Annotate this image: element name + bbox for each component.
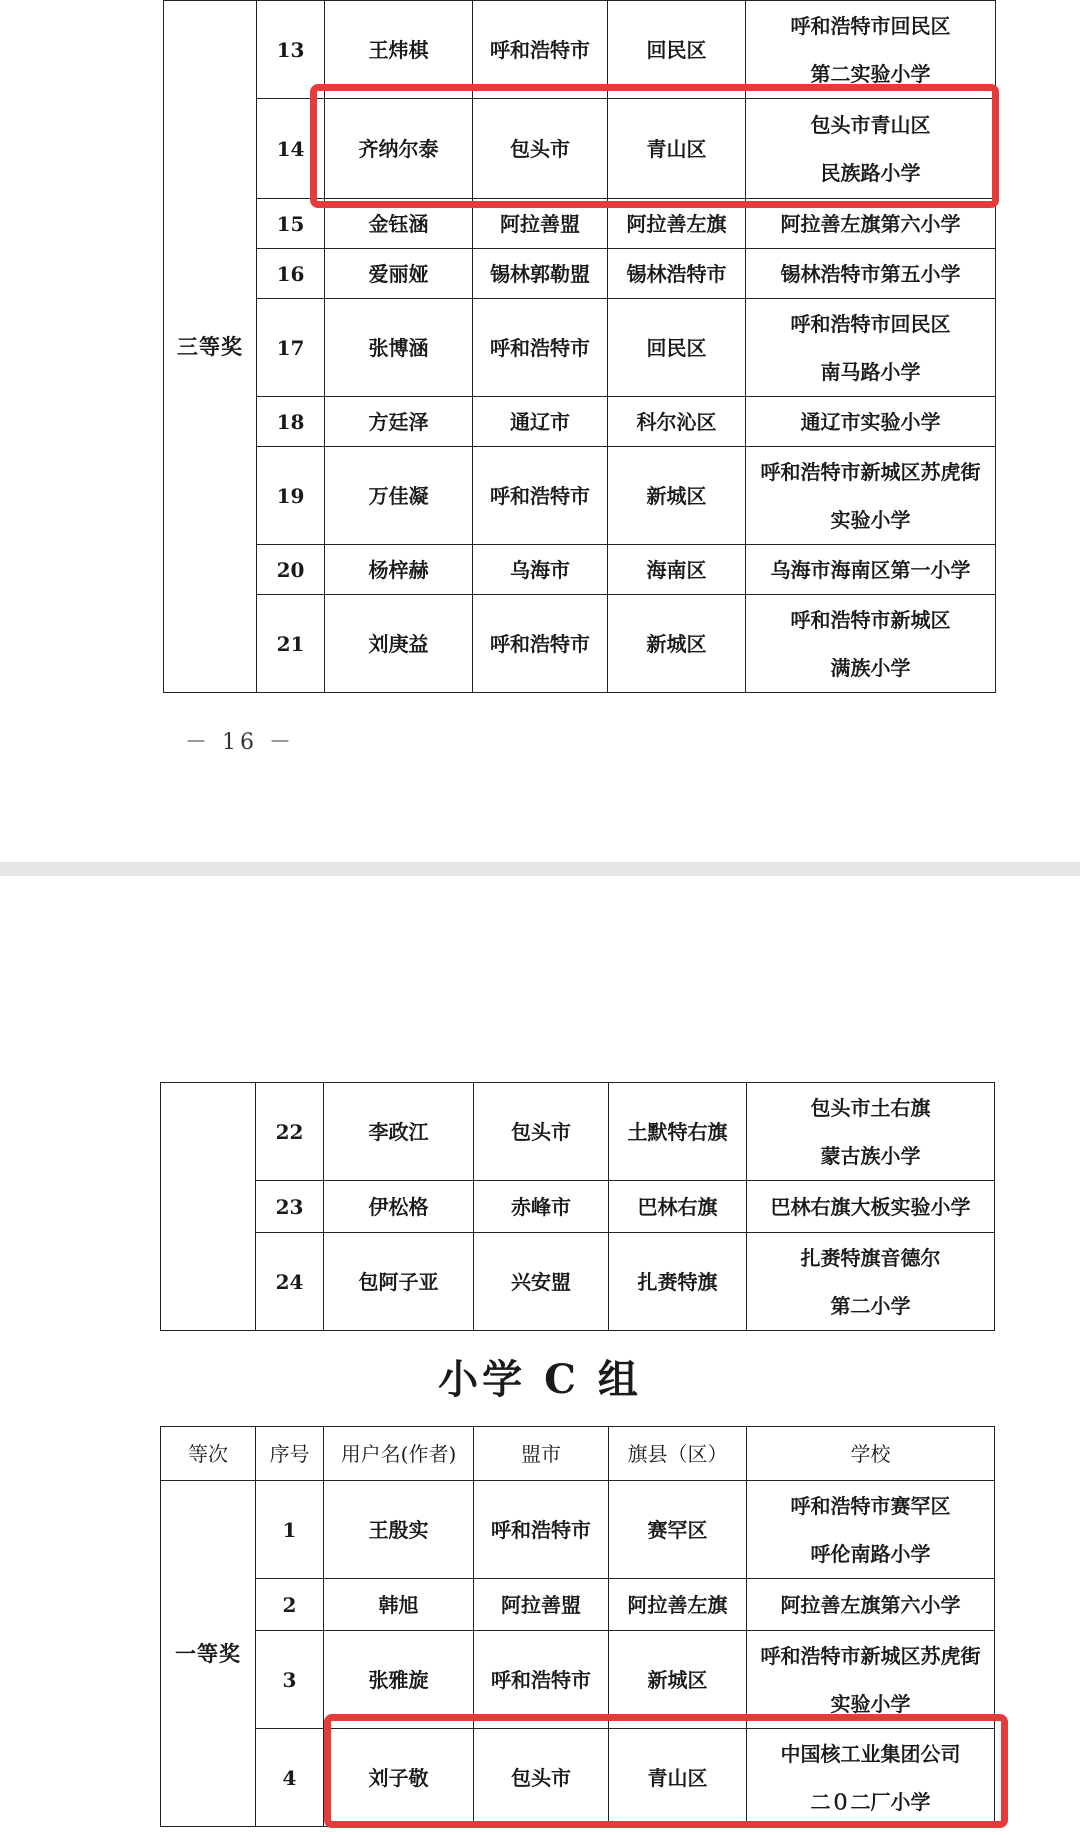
table-row	[161, 1181, 995, 1233]
page-number: － 16 －	[185, 730, 295, 755]
grade-cell	[161, 1083, 256, 1331]
author-name: 刘子敬	[324, 1729, 474, 1827]
row-number: 3	[256, 1631, 324, 1729]
school-cell	[747, 1181, 995, 1233]
header-no: 序号	[256, 1427, 324, 1481]
county-district: 巴林右旗	[609, 1181, 747, 1233]
section-title: 小学 C 组	[438, 1356, 642, 1403]
author-name: 齐纳尔泰	[325, 99, 473, 199]
row-number: 16	[257, 249, 325, 299]
school-line: 呼和浩特市新城区苏虎街	[760, 1643, 981, 1668]
school-line: 呼和浩特市回民区	[790, 13, 951, 38]
county-district: 回民区	[608, 299, 746, 397]
school-line: 通辽市实验小学	[800, 409, 941, 434]
table-row	[161, 1083, 995, 1181]
grade-cell: 三等奖	[164, 1, 257, 693]
school-line: 扎赉特旗音德尔	[800, 1245, 941, 1270]
school-cell	[746, 595, 996, 693]
school-cell	[746, 249, 996, 299]
author-name: 方廷泽	[325, 397, 473, 447]
league-city: 阿拉善盟	[474, 1579, 609, 1631]
row-number: 14	[257, 99, 325, 199]
league-city: 包头市	[474, 1729, 609, 1827]
school-line: 满族小学	[830, 655, 911, 680]
row-number: 15	[257, 199, 325, 249]
school-line: 巴林右旗大板实验小学	[770, 1194, 971, 1219]
row-number: 2	[256, 1579, 324, 1631]
league-city: 呼和浩特市	[473, 447, 608, 545]
author-name: 刘庚益	[325, 595, 473, 693]
school-line: 实验小学	[830, 1691, 911, 1716]
county-district: 新城区	[608, 595, 746, 693]
table-row	[164, 545, 996, 595]
school-line: 乌海市海南区第一小学	[770, 557, 971, 582]
row-number: 19	[257, 447, 325, 545]
school-line: 阿拉善左旗第六小学	[780, 1592, 961, 1617]
row-number: 24	[256, 1233, 324, 1331]
school-line: 呼和浩特市新城区	[790, 607, 951, 632]
county-district: 回民区	[608, 1, 746, 99]
row-number: 4	[256, 1729, 324, 1827]
row-number: 17	[257, 299, 325, 397]
page-separator	[0, 862, 1080, 876]
school-cell	[746, 447, 996, 545]
grade-cell: 一等奖	[161, 1481, 256, 1827]
school-line: 二０二厂小学	[810, 1789, 931, 1814]
county-district: 科尔沁区	[608, 397, 746, 447]
author-name: 王炜棋	[325, 1, 473, 99]
school-line: 呼和浩特市回民区	[790, 311, 951, 336]
league-city: 乌海市	[473, 545, 608, 595]
school-line: 呼伦南路小学	[810, 1541, 931, 1566]
school-line: 呼和浩特市新城区苏虎街	[760, 459, 981, 484]
table-row	[164, 397, 996, 447]
county-district: 青山区	[609, 1729, 747, 1827]
school-cell	[746, 397, 996, 447]
header-district: 旗县（区）	[609, 1427, 747, 1481]
league-city: 呼和浩特市	[473, 1, 608, 99]
row-number: 18	[257, 397, 325, 447]
row-number: 20	[257, 545, 325, 595]
author-name: 韩旭	[324, 1579, 474, 1631]
league-city: 呼和浩特市	[473, 595, 608, 693]
league-city: 呼和浩特市	[474, 1481, 609, 1579]
county-district: 青山区	[608, 99, 746, 199]
author-name: 杨梓赫	[325, 545, 473, 595]
county-district: 新城区	[608, 447, 746, 545]
school-cell	[746, 545, 996, 595]
header-school: 学校	[747, 1427, 995, 1481]
header-grade: 等次	[161, 1427, 256, 1481]
author-name: 李政江	[324, 1083, 474, 1181]
school-line: 中国核工业集团公司	[780, 1741, 961, 1766]
county-district: 新城区	[609, 1631, 747, 1729]
league-city: 包头市	[474, 1083, 609, 1181]
row-number: 1	[256, 1481, 324, 1579]
header-user: 用户名(作者)	[324, 1427, 474, 1481]
league-city: 赤峰市	[474, 1181, 609, 1233]
table-row	[164, 595, 996, 693]
school-cell	[746, 299, 996, 397]
school-cell	[747, 1233, 995, 1331]
league-city: 阿拉善盟	[473, 199, 608, 249]
author-name: 万佳凝	[325, 447, 473, 545]
author-name: 包阿子亚	[324, 1233, 474, 1331]
school-line: 实验小学	[830, 507, 911, 532]
table-row	[161, 1233, 995, 1331]
league-city: 兴安盟	[474, 1233, 609, 1331]
school-line: 第二小学	[830, 1293, 911, 1318]
school-cell	[747, 1481, 995, 1579]
school-line: 呼和浩特市赛罕区	[790, 1493, 951, 1518]
league-city: 通辽市	[473, 397, 608, 447]
school-line: 民族路小学	[820, 160, 921, 185]
county-district: 阿拉善左旗	[608, 199, 746, 249]
league-city: 包头市	[473, 99, 608, 199]
table-row	[161, 1579, 995, 1631]
school-line: 第二实验小学	[810, 61, 931, 86]
school-cell	[747, 1083, 995, 1181]
highlight-box-row-4	[324, 1714, 1008, 1828]
author-name: 王殷实	[324, 1481, 474, 1579]
table-row	[164, 249, 996, 299]
county-district: 赛罕区	[609, 1481, 747, 1579]
author-name: 张雅旋	[324, 1631, 474, 1729]
county-district: 阿拉善左旗	[609, 1579, 747, 1631]
school-line: 包头市土右旗	[810, 1095, 931, 1120]
row-number: 21	[257, 595, 325, 693]
school-line: 南马路小学	[820, 359, 921, 384]
school-line: 锡林浩特市第五小学	[780, 261, 961, 286]
author-name: 金钰涵	[325, 199, 473, 249]
header-city: 盟市	[474, 1427, 609, 1481]
table-row	[164, 299, 996, 397]
school-line: 阿拉善左旗第六小学	[780, 211, 961, 236]
author-name: 爱丽娅	[325, 249, 473, 299]
table-header-row	[161, 1427, 995, 1481]
award-table-continued	[160, 1082, 995, 1331]
school-line: 蒙古族小学	[820, 1143, 921, 1168]
county-district: 土默特右旗	[609, 1083, 747, 1181]
school-line: 包头市青山区	[810, 112, 931, 137]
table-row	[161, 1481, 995, 1579]
county-district: 锡林浩特市	[608, 249, 746, 299]
county-district: 扎赉特旗	[609, 1233, 747, 1331]
county-district: 海南区	[608, 545, 746, 595]
row-number: 13	[257, 1, 325, 99]
league-city: 锡林郭勒盟	[473, 249, 608, 299]
highlight-box-row-14	[310, 84, 999, 208]
league-city: 呼和浩特市	[473, 299, 608, 397]
author-name: 张博涵	[325, 299, 473, 397]
row-number: 22	[256, 1083, 324, 1181]
author-name: 伊松格	[324, 1181, 474, 1233]
league-city: 呼和浩特市	[474, 1631, 609, 1729]
table-row	[164, 447, 996, 545]
row-number: 23	[256, 1181, 324, 1233]
school-cell	[747, 1579, 995, 1631]
